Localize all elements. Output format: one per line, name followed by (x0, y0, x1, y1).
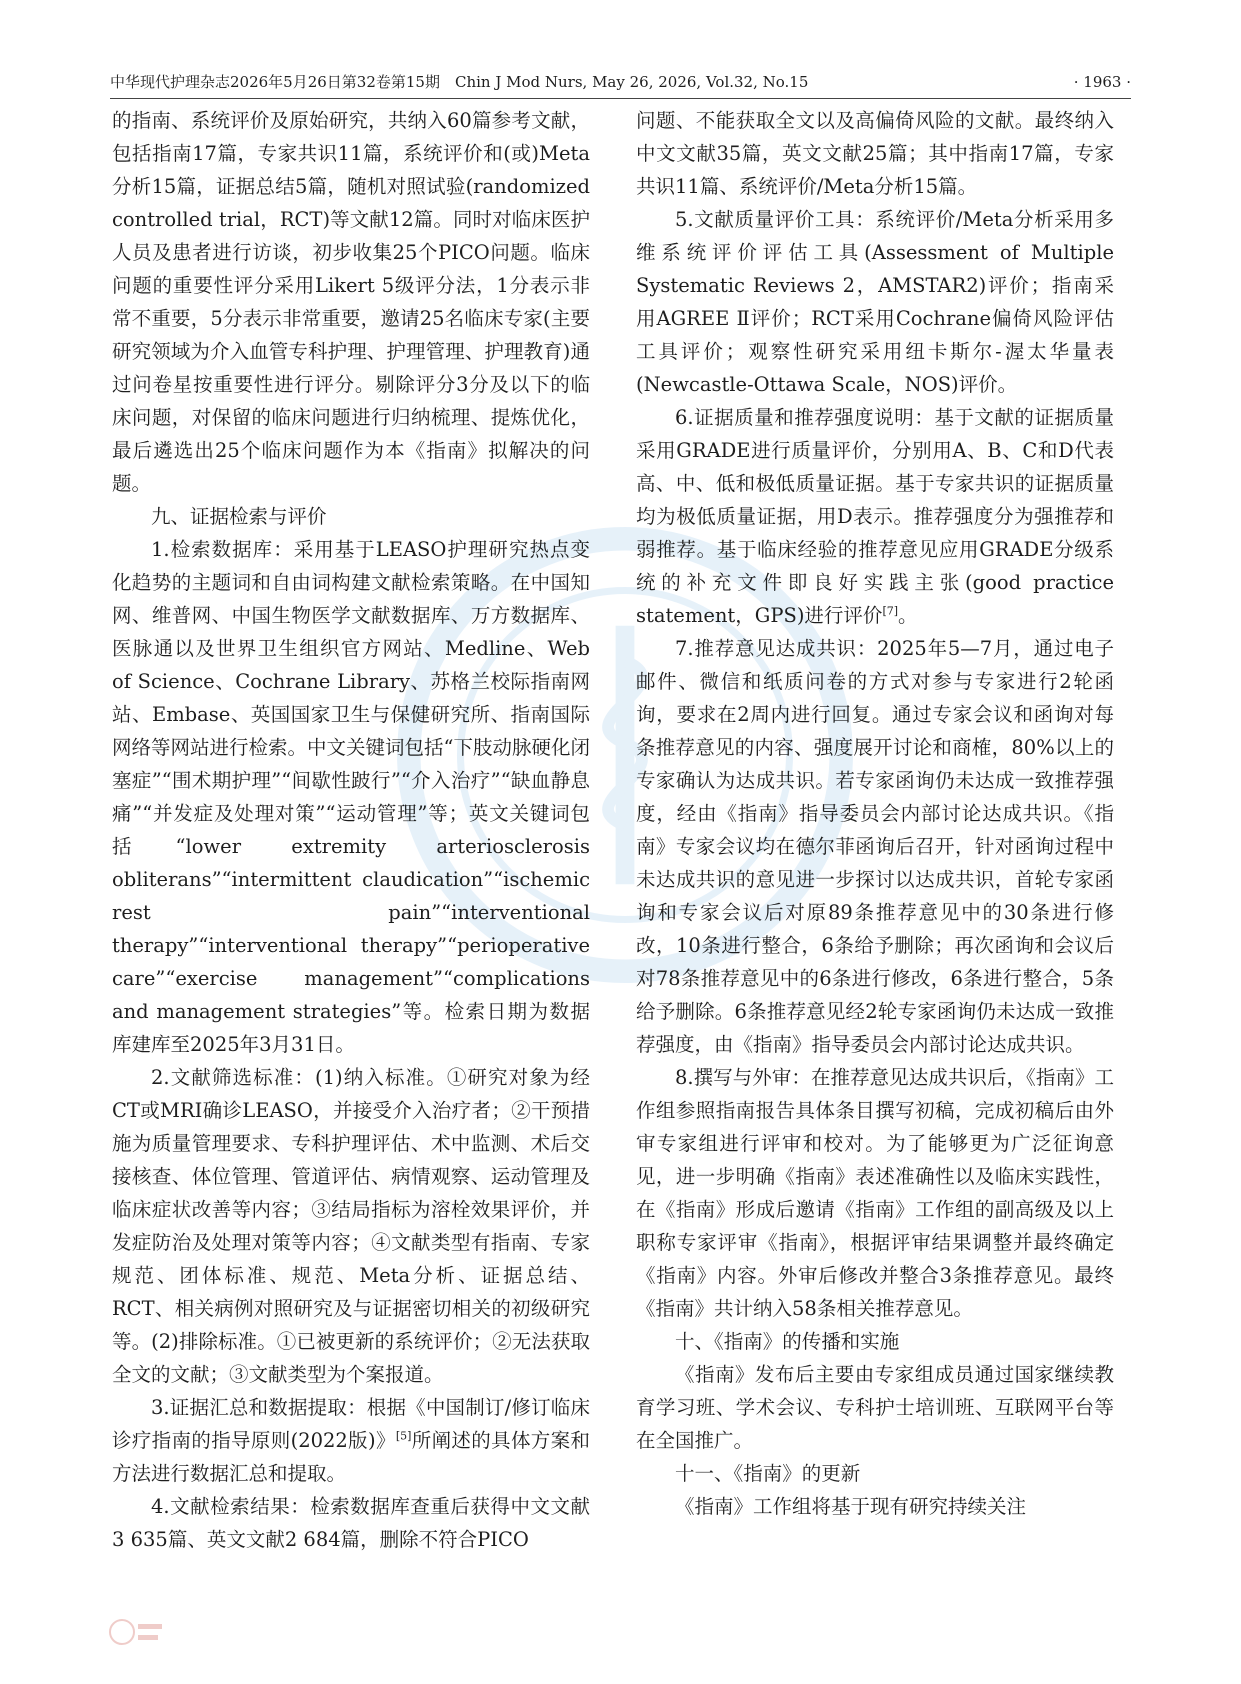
citation-ref[interactable]: [5] (395, 1429, 412, 1443)
paragraph (636, 401, 1114, 632)
paragraph: 1.检索数据库：采用基于LEASO护理研究热点变化趋势的主题词和自由词构建文献检索策略。在中国知网、维普网、中国生物医学文献数据库、万方数据库、医脉通以及世界卫生组织官方网站、Medline、Web of Science、Cochrane Library、苏格兰校际指南网站、Embase、英国国家卫生与保健研究所、指南国际网络等网站进行检索。中文关键词包括“下肢动脉硬化闭塞症”“围术期护理”“间歇性跛行”“介入治疗”“缺血静息痛”“并发症及处理对策”“运动管理”等；英文关键词包括“lower extremity arteriosclerosis obliterans”“intermittent claudication”“ischemic rest pain”“interventional therapy”“interventional therapy”“perioperative care”“exercise management”“complications and management strategies”等。检索日期为数据库建库至2025年3月31日。 (112, 538, 590, 1056)
paragraph-text: 。 (898, 604, 918, 627)
paragraph: 8.撰写与外审：在推荐意见达成共识后，《指南》工作组参照指南报告具体条目撰写初稿，完成初稿后由外审专家组进行评审和校对。为了能够更为广泛征询意见，进一步明确《指南》表述准确性以及临床实践性，在《指南》形成后邀请《指南》工作组的副高级及以上职称专家评审《指南》，根据评审结果调整并最终确定《指南》内容。外审后修改并整合3条推荐意见。最终《指南》共计纳入58条相关推荐意见。 (636, 1066, 1114, 1320)
paragraph: 4.文献检索结果：检索数据库查重后获得中文文献3 635篇、英文文献2 684篇，删除不符合PICO (112, 1495, 590, 1551)
section-heading: 九、证据检索与评价 (151, 505, 327, 528)
paragraph-text: 6.证据质量和推荐强度说明：基于文献的证据质量采用GRADE进行质量评价，分别用A、B、C和D代表高、中、低和极低质量证据。基于专家共识的证据质量均为极低质量证据，用D表示。推荐强度分为强推荐和弱推荐。基于临床经验的推荐意见应用GRADE分级系统的补充文件即良好实践主张(good practice statement，GPS)进行评价 (636, 406, 1114, 627)
running-header (110, 66, 1131, 99)
paragraph: 《指南》发布后主要由专家组成员通过国家继续教育学习班、学术会议、专科护士培训班、互联网平台等在全国推广。 (636, 1363, 1114, 1452)
left-column (112, 104, 590, 1556)
paragraph: 的指南、系统评价及原始研究，共纳入60篇参考文献，包括指南17篇，专家共识11篇，系统评价和(或)Meta分析15篇，证据总结5篇，随机对照试验(randomized controlled trial，RCT)等文献12篇。同时对临床医护人员及患者进行访谈，初步收集25个PICO问题。临床问题的重要性评分采用Likert 5级评分法，1分表示非常不重要，5分表示非常重要，邀请25名临床专家(主要研究领域为介入血管专科护理、护理管理、护理教育)通过问卷星按重要性进行评分。剔除评分3分及以下的临床问题，对保留的临床问题进行归纳梳理、提炼优化，最后遴选出25个临床问题作为本《指南》拟解决的问题。 (112, 109, 590, 495)
right-column (636, 104, 1114, 1523)
paragraph: 2.文献筛选标准：(1)纳入标准。①研究对象为经CT或MRI确诊LEASO，并接受介入治疗者；②干预措施为质量管理要求、专科护理评估、术中监测、术后交接核查、体位管理、管道评估、病情观察、运动管理及临床症状改善等内容；③结局指标为溶栓效果评价，并发症防治及处理对策等内容；④文献类型有指南、专家规范、团体标准、规范、Meta分析、证据总结、RCT、相关病例对照研究及与证据密切相关的初级研究等。(2)排除标准。①已被更新的系统评价；②无法获取全文的文献；③文献类型为个案报道。 (112, 1066, 590, 1386)
section-heading: 十、《指南》的传播和实施 (675, 1330, 900, 1353)
paragraph: 问题、不能获取全文以及高偏倚风险的文献。最终纳入中文文献35篇，英文文献25篇；其中指南17篇，专家共识11篇、系统评价/Meta分析15篇。 (636, 109, 1114, 198)
paragraph (112, 1391, 590, 1490)
section-heading: 十一、《指南》的更新 (675, 1462, 861, 1485)
paragraph-text: 所阐述的具体方案和方法进行数据汇总和提取。 (112, 1429, 590, 1485)
publisher-logo (108, 1612, 164, 1652)
journal-citation: 中华现代护理杂志2026年5月26日第32卷第15期 Chin J Mod Nurs, May 26, 2026, Vol.32, No.15 (110, 73, 809, 91)
paragraph: 7.推荐意见达成共识：2025年5—7月，通过电子邮件、微信和纸质问卷的方式对参与专家进行2轮函询，要求在2周内进行回复。通过专家会议和函询对每条推荐意见的内容、强度展开讨论和商榷，80%以上的专家确认为达成共识。若专家函询仍未达成一致推荐强度，经由《指南》指导委员会内部讨论达成共识。《指南》专家会议均在德尔菲函询后召开，针对函询过程中未达成共识的意见进一步探讨以达成共识，首轮专家函询和专家会议后对原89条推荐意见中的30条进行修改，10条进行整合，6条给予删除；再次函询和会议后对78条推荐意见中的6条进行修改，6条进行整合，5条给予删除。6条推荐意见经2轮专家函询仍未达成一致推荐强度，由《指南》指导委员会内部讨论达成共识。 (636, 637, 1114, 1056)
citation-ref[interactable]: [7] (882, 604, 899, 618)
page-number: · 1963 · (1073, 73, 1131, 91)
paragraph: 5.文献质量评价工具：系统评价/Meta分析采用多维系统评价评估工具(Assessment of Multiple Systematic Reviews 2，AMSTAR2)评价；指南采用AGREE Ⅱ评价；RCT采用Cochrane偏倚风险评估工具评价；观察性研究采用纽卡斯尔-渥太华量表(Newcastle-Ottawa Scale，NOS)评价。 (636, 208, 1114, 396)
paragraph: 《指南》工作组将基于现有研究持续关注 (675, 1495, 1027, 1518)
paragraph-text: 3.证据汇总和数据提取：根据《中国制订/修订临床诊疗指南的指导原则(2022版)》 (112, 1396, 590, 1452)
